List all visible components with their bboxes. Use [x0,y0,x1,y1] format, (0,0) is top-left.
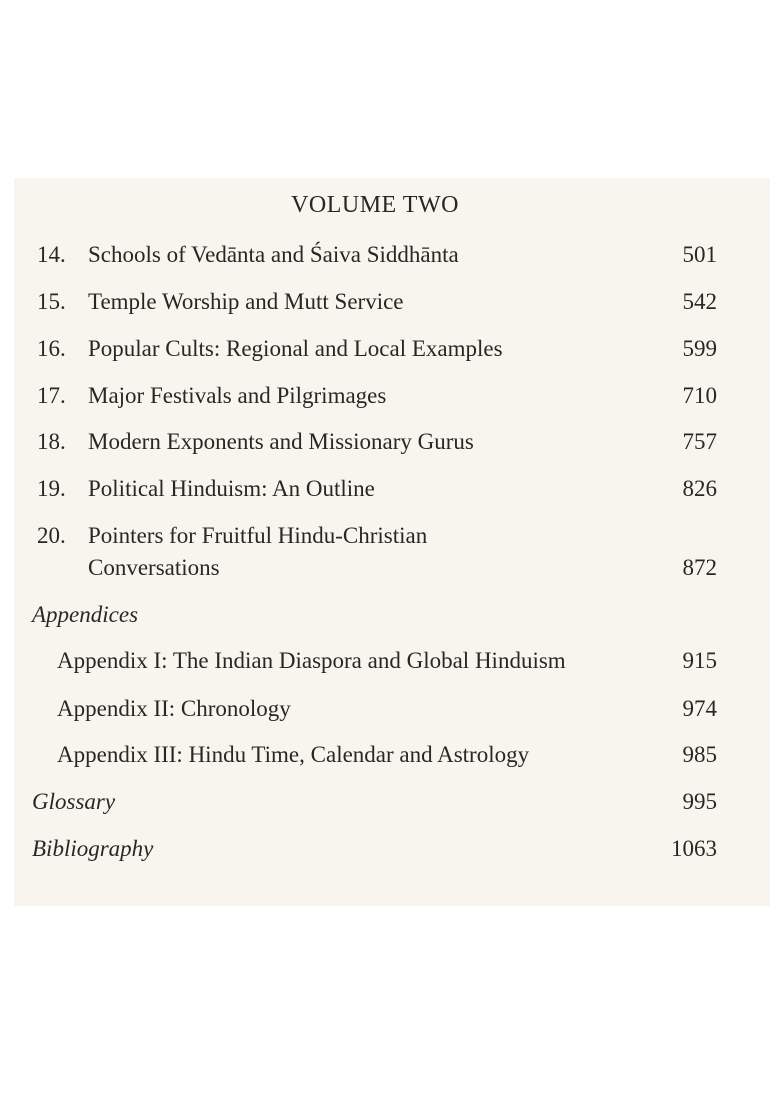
page-number: 599 [682,336,717,361]
page-number: 757 [682,429,717,454]
chapter-title-continued: Conversations [88,555,220,580]
chapter-number: 20. [37,523,66,548]
page-number: 1063 [671,836,717,861]
chapter-number: 18. [37,429,66,454]
appendix-title: Appendix III: Hindu Time, Calendar and Astrology [57,742,530,767]
chapter-number: 14. [37,242,66,267]
chapter-number: 15. [37,289,66,314]
appendix-title: Appendix I: The Indian Diaspora and Global Hinduism [57,648,566,673]
chapter-title: Temple Worship and Mutt Service [88,289,404,314]
page-number: 915 [682,648,717,673]
chapter-title: Pointers for Fruitful Hindu-Christian [88,523,428,548]
bibliography-title: Bibliography [32,836,154,861]
page-number: 974 [682,696,717,721]
page-number: 501 [682,242,717,267]
page-number: 710 [682,383,717,408]
chapter-title: Popular Cults: Regional and Local Examples [88,336,503,361]
page-number: 542 [682,289,717,314]
appendix-title: Appendix II: Chronology [57,696,291,721]
chapter-number: 19. [37,476,66,501]
glossary-title: Glossary [32,789,116,814]
page-number: 985 [682,742,717,767]
page-number: 826 [682,476,717,501]
chapter-number: 17. [37,383,66,408]
chapter-title: Major Festivals and Pilgrimages [88,383,387,408]
chapter-title: Schools of Vedānta and Śaiva Siddhānta [88,242,459,267]
page-number: 995 [682,789,717,814]
page-number: 872 [682,555,717,580]
chapter-title: Modern Exponents and Missionary Gurus [88,429,474,454]
chapter-number: 16. [37,336,66,361]
chapter-title: Political Hinduism: An Outline [88,476,375,501]
volume-heading: VOLUME TWO [291,192,459,218]
